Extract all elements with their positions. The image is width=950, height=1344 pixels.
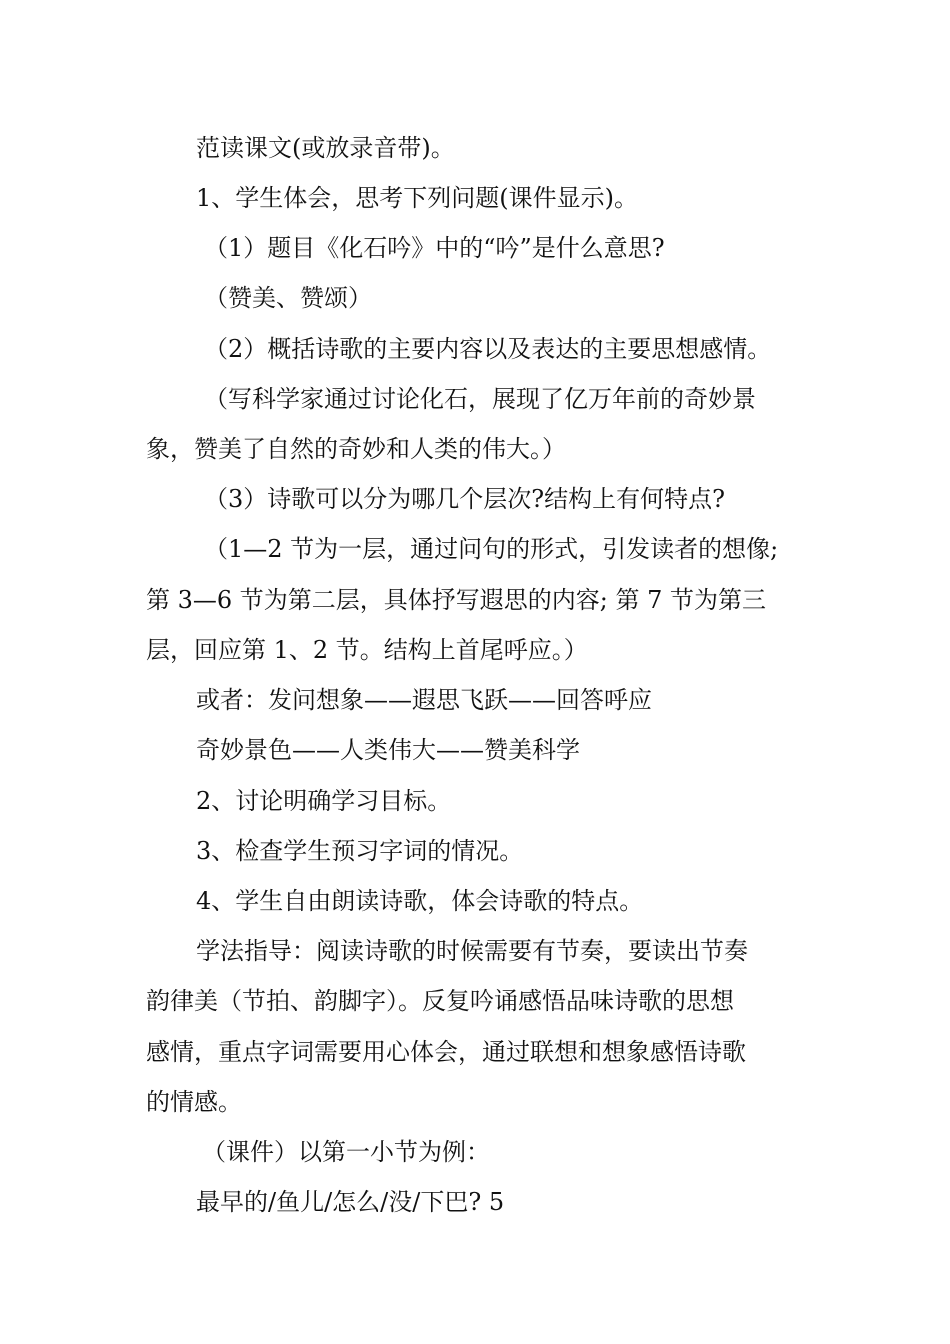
poem-line: 最早的/鱼儿/怎么/没/下巴? 5 (196, 1188, 505, 1216)
paragraph-line: 范读课文(或放录音带)。 (196, 134, 455, 162)
paragraph-line: 奇妙景色——人类伟大——赞美科学 (196, 736, 580, 764)
paragraph-line: 韵律美（节拍、韵脚字）。反复吟诵感悟品味诗歌的思想 (146, 987, 734, 1015)
answer-line: （1—2 节为一层，通过问句的形式，引发读者的想像; (204, 535, 779, 563)
answer-line: 层，回应第 1、2 节。结构上首尾呼应。） (146, 636, 588, 664)
paragraph-line: 或者：发问想象——遐思飞跃——回答呼应 (196, 686, 652, 714)
paragraph-line: （课件）以第一小节为例： (202, 1138, 490, 1166)
paragraph-line: 4、学生自由朗读诗歌，体会诗歌的特点。 (196, 887, 644, 915)
question-line: （3）诗歌可以分为哪几个层次?结构上有何特点? (204, 485, 726, 513)
paragraph-line: 感情，重点字词需要用心体会，通过联想和想象感悟诗歌 (146, 1038, 746, 1066)
paragraph-line: 3、检查学生预习字词的情况。 (196, 837, 524, 865)
paragraph-line: 学法指导：阅读诗歌的时候需要有节奏，要读出节奏 (196, 937, 748, 965)
question-line: （2）概括诗歌的主要内容以及表达的主要思想感情。 (204, 335, 772, 363)
answer-line: 第 3—6 节为第二层，具体抒写遐思的内容; 第 7 节为第三 (146, 586, 767, 614)
answer-line: （赞美、赞颂） (204, 284, 372, 312)
paragraph-line: 2、讨论明确学习目标。 (196, 787, 452, 815)
answer-line: 象，赞美了自然的奇妙和人类的伟大。） (146, 435, 566, 463)
question-line: （1）题目《化石吟》中的“吟”是什么意思? (204, 234, 665, 262)
paragraph-line: 1、学生体会，思考下列问题(课件显示)。 (196, 184, 638, 212)
paragraph-line: 的情感。 (146, 1088, 242, 1116)
answer-line: （写科学家通过讨论化石，展现了亿万年前的奇妙景 (204, 385, 756, 413)
